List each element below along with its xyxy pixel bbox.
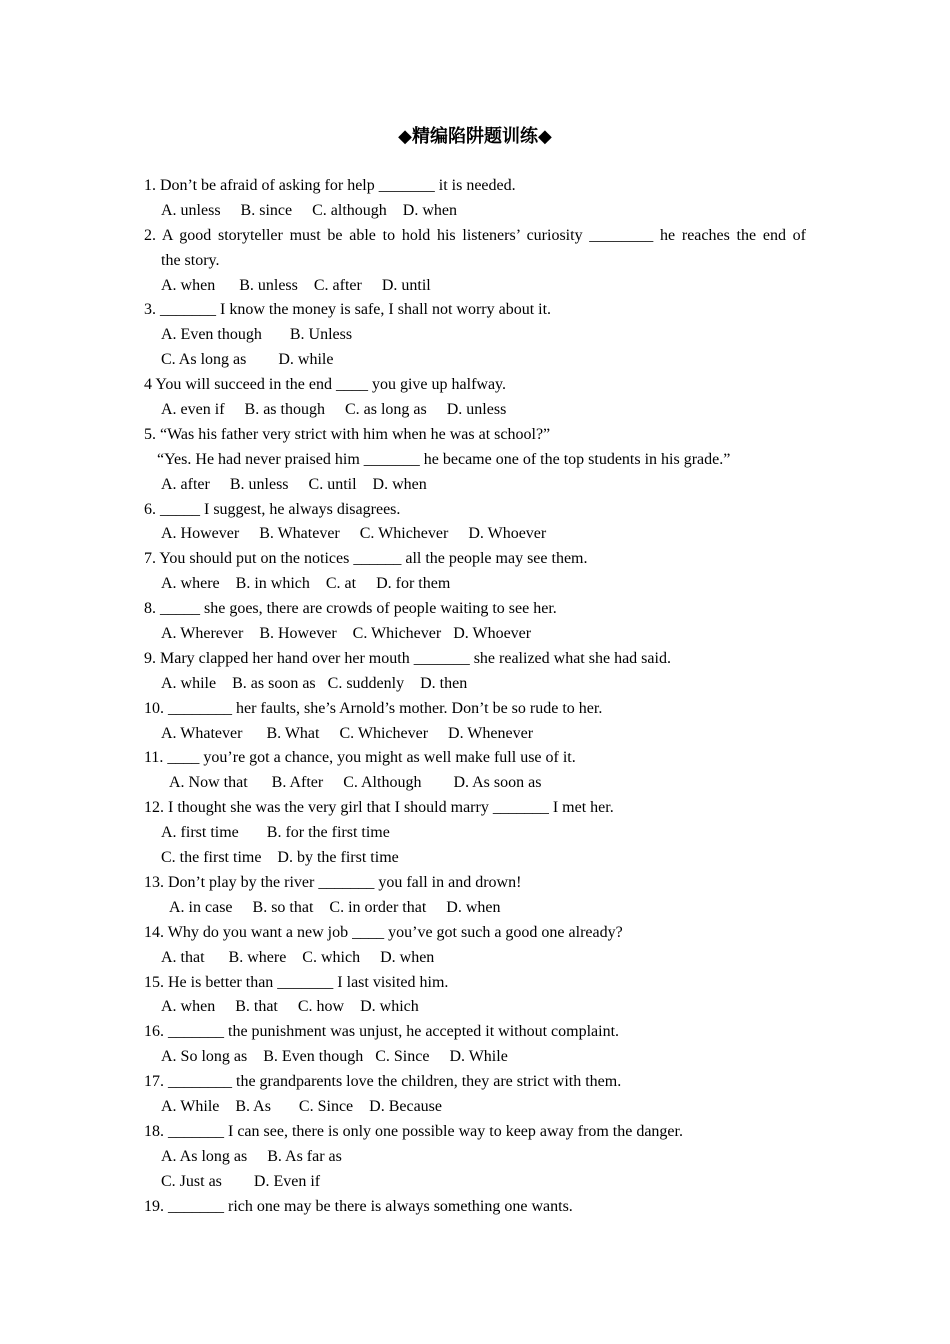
question-10: 10. ________ her faults, she’s Arnold’s mother. Don’t be so rude to her. xyxy=(144,699,603,717)
options-8: A. Wherever B. However C. Whichever D. Whoever xyxy=(161,625,532,643)
question-1: 1. Don’t be afraid of asking for help _______ it is needed. xyxy=(144,177,516,194)
options-10: A. Whatever B. What C. Whichever D. Whenever xyxy=(161,724,534,742)
options-16: A. So long as B. Even though C. Since D. While xyxy=(161,1048,508,1066)
question-11: 11. ____ you’re got a chance, you might as well make full use of it. xyxy=(144,749,576,767)
options-12-row-1: A. first time B. for the first time xyxy=(161,824,390,842)
options-7: A. where B. in which C. at D. for them xyxy=(161,575,451,593)
question-6: 6. _____ I suggest, he always disagrees. xyxy=(144,500,401,518)
question-9: 9. Mary clapped her hand over her mouth _______ she realized what she had said. xyxy=(144,649,671,667)
options-2: A. when B. unless C. after D. until xyxy=(161,276,431,294)
options-4: A. even if B. as though C. as long as D. unless xyxy=(161,401,507,419)
question-15: 15. He is better than _______ I last visited him. xyxy=(144,973,449,991)
question-19: 19. _______ rich one may be there is always something one wants. xyxy=(144,1197,573,1215)
question-16: 16. _______ the punishment was unjust, he accepted it without complaint. xyxy=(144,1023,620,1041)
question-2: 2. A good storyteller must be able to hold his listeners’ curiosity ________ he reaches the end of xyxy=(144,226,806,244)
options-6: A. However B. Whatever C. Whichever D. Whoever xyxy=(161,525,547,543)
options-3-row-1: A. Even though B. Unless xyxy=(161,326,353,344)
question-7: 7. You should put on the notices ______ all the people may see them. xyxy=(144,550,588,568)
exercise-list xyxy=(144,174,806,1219)
question-2-continued: the story. xyxy=(161,251,220,269)
options-14: A. that B. where C. which D. when xyxy=(161,948,435,966)
options-17: A. While B. As C. Since D. Because xyxy=(161,1097,443,1115)
page-title: ◆精编陷阱题训练◆ xyxy=(398,126,552,147)
question-18: 18. _______ I can see, there is only one possible way to keep away from the danger. xyxy=(144,1122,683,1140)
question-3: 3. _______ I know the money is safe, I shall not worry about it. xyxy=(144,301,552,319)
question-5: 5. “Was his father very strict with him when he was at school?” xyxy=(144,425,551,443)
options-13: A. in case B. so that C. in order that D. when xyxy=(169,898,501,916)
question-8: 8. _____ she goes, there are crowds of people waiting to see her. xyxy=(144,600,557,618)
question-14: 14. Why do you want a new job ____ you’ve got such a good one already? xyxy=(144,923,623,941)
question-5-reply: “Yes. He had never praised him _______ he became one of the top students in his grade.” xyxy=(157,450,731,468)
options-15: A. when B. that C. how D. which xyxy=(161,998,419,1016)
options-9: A. while B. as soon as C. suddenly D. then xyxy=(161,674,468,692)
question-13: 13. Don’t play by the river _______ you fall in and drown! xyxy=(144,873,522,891)
question-17: 17. ________ the grandparents love the children, they are strict with them. xyxy=(144,1073,622,1091)
options-18-row-1: A. As long as B. As far as xyxy=(161,1147,342,1165)
question-4: 4 You will succeed in the end ____ you give up halfway. xyxy=(144,376,507,394)
options-5: A. after B. unless C. until D. when xyxy=(161,475,427,493)
options-1: A. unless B. since C. although D. when xyxy=(161,201,457,219)
options-18-row-2: C. Just as D. Even if xyxy=(161,1172,321,1190)
options-11: A. Now that B. After C. Although D. As soon as xyxy=(169,774,542,792)
options-12-row-2: C. the first time D. by the first time xyxy=(161,849,399,867)
question-12: 12. I thought she was the very girl that I should marry _______ I met her. xyxy=(144,799,614,817)
options-3-row-2: C. As long as D. while xyxy=(161,351,334,369)
